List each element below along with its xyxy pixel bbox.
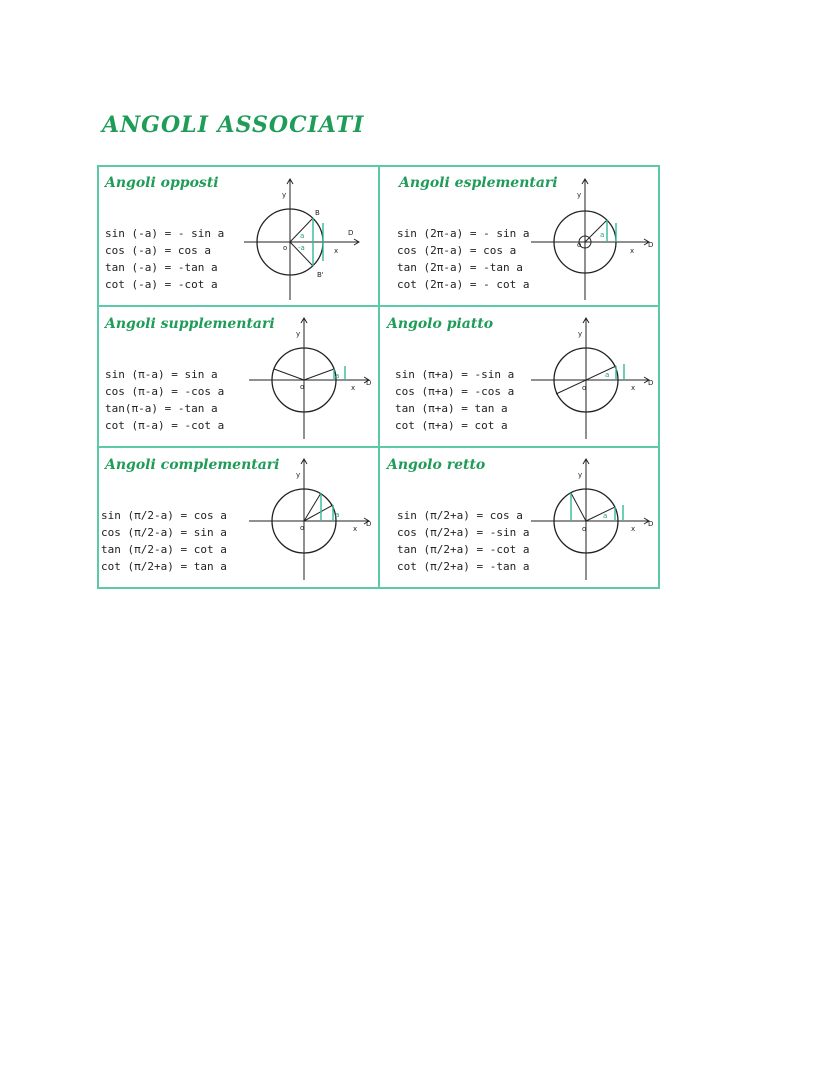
section-angoli-esplementari [381, 167, 661, 307]
formula-list [397, 507, 529, 575]
formula-tan: tan (2π-a) = -tan a [397, 261, 523, 274]
formula-tan: tan (π+a) = tan a [395, 402, 508, 415]
y-axis-label: y [296, 330, 301, 338]
formula-sin: sin (π-a) = sin a [105, 368, 218, 381]
formula-cot: cot (-a) = -cot a [105, 278, 218, 291]
origin-label: o [300, 524, 305, 532]
point-d-label: D [366, 520, 372, 528]
section-title: Angolo retto [387, 457, 486, 473]
unit-circle-diagram [531, 175, 661, 305]
point-d-label: D [648, 241, 654, 249]
unit-circle-diagram [531, 314, 661, 444]
point-b-prime-label: B' [317, 271, 324, 279]
origin-label: o [582, 525, 587, 533]
origin-label: o [577, 241, 582, 249]
angle-a-label: a [600, 231, 605, 239]
formula-cot: cot (2π-a) = - cot a [397, 278, 530, 291]
formula-list [105, 225, 224, 293]
formula-sin: sin (-a) = - sin a [105, 227, 225, 240]
section-title: Angoli esplementari [399, 175, 558, 191]
formula-sin: sin (π+a) = -sin a [395, 368, 515, 381]
angle-a-label: a [335, 511, 340, 519]
section-angoli-complementari [99, 449, 379, 589]
section-angoli-opposti [99, 167, 379, 307]
formula-sin: sin (π/2-a) = cos a [101, 509, 227, 522]
formula-list [105, 366, 224, 434]
x-axis-label: x [630, 247, 635, 255]
y-axis-label: y [577, 191, 582, 199]
angle-a-label: a [300, 232, 305, 240]
x-axis-label: x [631, 384, 636, 392]
angle-a-label: a [603, 512, 608, 520]
unit-circle-diagram [249, 314, 379, 444]
section-angoli-supplementari [99, 308, 379, 448]
unit-circle-diagram [244, 175, 374, 305]
formula-tan: tan (π/2-a) = cot a [101, 543, 227, 556]
angle-a-label: a [335, 372, 340, 380]
section-angolo-piatto [381, 308, 661, 448]
y-axis-label: y [578, 471, 583, 479]
point-d-label: D [648, 520, 654, 528]
page-title: ANGOLI ASSOCIATI [102, 112, 365, 138]
origin-label: o [283, 244, 288, 252]
formula-sin: sin (π/2+a) = cos a [397, 509, 523, 522]
formula-cos: cos (2π-a) = cos a [397, 244, 517, 257]
formula-cot: cot (π/2+a) = -tan a [397, 560, 530, 573]
formula-tan: tan (-a) = -tan a [105, 261, 218, 274]
point-d-label: D [648, 379, 654, 387]
formula-list [101, 507, 227, 575]
unit-circle-diagram [531, 455, 661, 585]
point-b-label: B [315, 209, 320, 217]
section-title: Angoli opposti [105, 175, 219, 191]
x-axis-label: x [353, 525, 358, 533]
formula-cos: cos (π/2+a) = -sin a [397, 526, 530, 539]
point-d-label: D [366, 379, 372, 387]
origin-label: o [582, 384, 587, 392]
x-axis-label: x [334, 247, 339, 255]
y-axis-label: y [296, 471, 301, 479]
formula-cot: cot (π-a) = -cot a [105, 419, 225, 432]
formula-tan: tan(π-a) = -tan a [105, 402, 218, 415]
formula-cot: cot (π+a) = cot a [395, 419, 508, 432]
y-axis-label: y [578, 330, 583, 338]
formula-cos: cos (π/2-a) = sin a [101, 526, 227, 539]
formula-sin: sin (2π-a) = - sin a [397, 227, 530, 240]
y-axis-label: y [282, 191, 287, 199]
section-title: Angolo piatto [387, 316, 494, 332]
formula-list [397, 225, 529, 293]
angle-a-label: a [605, 371, 610, 379]
unit-circle-diagram [249, 455, 379, 585]
section-angolo-retto [381, 449, 661, 589]
formula-cos: cos (π+a) = -cos a [395, 385, 515, 398]
section-title: Angoli supplementari [105, 316, 275, 332]
formula-tan: tan (π/2+a) = -cot a [397, 543, 530, 556]
angle-minus-a-label: -a [298, 244, 305, 252]
point-d-label: D [348, 229, 354, 237]
x-axis-label: x [631, 525, 636, 533]
x-axis-label: x [351, 384, 356, 392]
formula-cot: cot (π/2+a) = tan a [101, 560, 227, 573]
formula-cos: cos (-a) = cos a [105, 244, 211, 257]
formula-cos: cos (π-a) = -cos a [105, 385, 225, 398]
origin-label: o [300, 383, 305, 391]
section-title: Angoli complementari [105, 457, 280, 473]
formula-list [395, 366, 514, 434]
